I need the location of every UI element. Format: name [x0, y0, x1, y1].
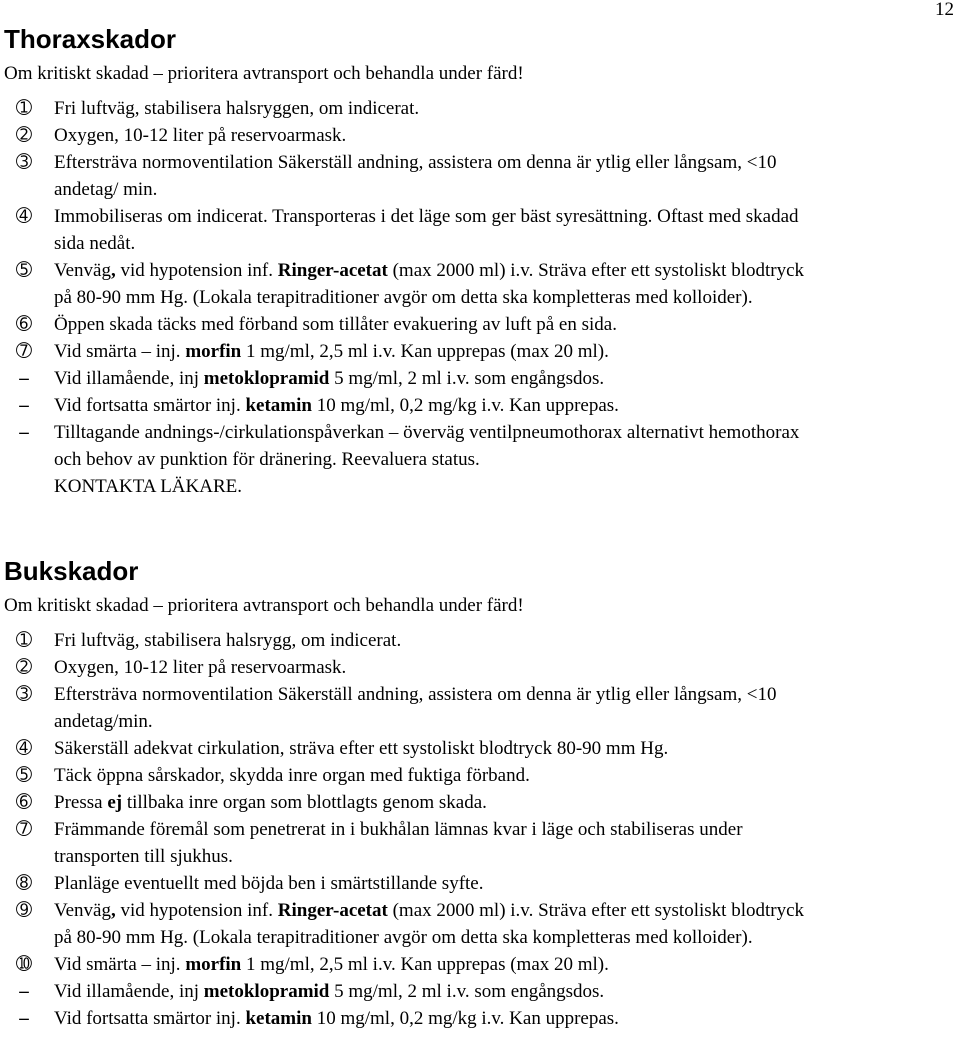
bold-text: ej [107, 792, 123, 813]
list-item [4, 392, 954, 419]
bold-text: Ringer-acetat [277, 900, 388, 921]
list-item [4, 762, 954, 789]
text-line [54, 95, 954, 122]
text-segment: Eftersträva normoventilation Säkerställ andning, assistera om denna är ytlig eller långsam, <10 [54, 684, 777, 705]
list-item [4, 951, 954, 978]
dash-bullet: – [19, 368, 29, 389]
text-line [54, 122, 954, 149]
step-number: ➈ [16, 899, 32, 921]
text-segment: Tilltagande andnings-/cirkulationspåverkan – överväg ventilpneumothorax alternativt hemothorax [54, 422, 800, 443]
text-segment: 5 mg/ml, 2 ml i.v. som engångsdos. [329, 981, 605, 1002]
list-item [4, 122, 954, 149]
text-line [54, 149, 954, 176]
text-segment: Vid fortsatta smärtor inj. [54, 395, 246, 416]
text-line [54, 762, 954, 789]
text-line [54, 870, 954, 897]
text-line [54, 843, 954, 870]
list-item [4, 149, 954, 203]
step-number: ➉ [16, 953, 32, 975]
list-item [4, 627, 954, 654]
step-number: ➄ [16, 259, 32, 281]
section-bukskador [4, 554, 954, 1032]
list-item [4, 897, 954, 951]
step-number: ➅ [16, 791, 32, 813]
text-line [54, 654, 954, 681]
list-item [4, 338, 954, 365]
text-line [54, 924, 954, 951]
section-title: Thoraxskador [4, 24, 176, 54]
text-segment: och behov av punktion för dränering. Reevaluera status. [54, 449, 480, 470]
page-number: 12 [935, 0, 954, 20]
bold-text: morfin [185, 341, 242, 362]
list-item [4, 735, 954, 762]
text-line [54, 311, 954, 338]
bold-text: , [110, 260, 116, 281]
section-intro: Om kritiskt skadad – prioritera avtransport och behandla under färd! [4, 595, 524, 616]
text-line [54, 627, 954, 654]
text-line [54, 338, 954, 365]
list-item [4, 978, 954, 1005]
text-line [54, 816, 954, 843]
text-line [54, 681, 954, 708]
text-segment: tillbaka inre organ som blottlagts genom skada. [122, 792, 487, 813]
text-segment: Vid illamående, inj [54, 981, 204, 1002]
text-segment: Vid illamående, inj [54, 368, 204, 389]
dash-bullet: – [19, 422, 29, 443]
text-line [54, 708, 954, 735]
bold-text: ketamin [245, 1008, 312, 1029]
text-line [54, 789, 954, 816]
text-segment: Vid smärta – inj. [54, 954, 186, 975]
instruction-list [4, 95, 954, 500]
text-segment: Fri luftväg, stabilisera halsryggen, om indicerat. [54, 98, 420, 119]
text-segment: Oxygen, 10-12 liter på reservoarmask. [54, 125, 347, 146]
list-item [4, 789, 954, 816]
text-line [54, 176, 954, 203]
dash-bullet: – [19, 395, 29, 416]
text-line [54, 284, 954, 311]
text-segment: Öppen skada täcks med förband som tillåter evakuering av luft på en sida. [54, 314, 617, 335]
step-number: ➁ [16, 124, 32, 146]
text-line [54, 897, 954, 924]
text-line [54, 392, 954, 419]
text-segment: andetag/ min. [54, 179, 158, 200]
step-number: ➂ [16, 151, 32, 173]
text-segment: 5 mg/ml, 2 ml i.v. som engångsdos. [329, 368, 605, 389]
list-item [4, 870, 954, 897]
text-segment: 1 mg/ml, 2,5 ml i.v. Kan upprepas (max 20 ml). [241, 341, 609, 362]
text-segment: Immobiliseras om indicerat. Transporteras i det läge som ger bäst syresättning. Oftast med skadad [54, 206, 799, 227]
bold-text: metoklopramid [203, 368, 330, 389]
step-number: ➆ [16, 340, 32, 362]
step-number: ➆ [16, 818, 32, 840]
text-segment: Främmande föremål som penetrerat in i bukhålan lämnas kvar i läge och stabiliseras under [54, 819, 743, 840]
text-segment: KONTAKTA LÄKARE. [54, 476, 242, 497]
bold-text: morfin [185, 954, 242, 975]
list-item [4, 816, 954, 870]
list-item [4, 1005, 954, 1032]
step-number: ➄ [16, 764, 32, 786]
text-segment: Täck öppna sårskador, skydda inre organ med fuktiga förband. [54, 765, 530, 786]
step-number: ➁ [16, 656, 32, 678]
step-number: ➂ [16, 683, 32, 705]
text-segment: 10 mg/ml, 0,2 mg/kg i.v. Kan upprepas. [311, 395, 619, 416]
text-segment: Venväg [54, 900, 111, 921]
step-number: ➅ [16, 313, 32, 335]
list-item [4, 654, 954, 681]
instruction-list [4, 627, 954, 1032]
step-number: ➀ [16, 629, 32, 651]
step-number: ➃ [16, 205, 32, 227]
text-line [54, 951, 954, 978]
text-line [54, 473, 954, 500]
text-line [54, 230, 954, 257]
section-intro: Om kritiskt skadad – prioritera avtransport och behandla under färd! [4, 63, 524, 84]
text-line [54, 446, 954, 473]
section-thoraxskador [4, 22, 954, 500]
text-segment: Eftersträva normoventilation Säkerställ andning, assistera om denna är ytlig eller långsam, <10 [54, 152, 777, 173]
text-segment: Venväg [54, 260, 111, 281]
text-segment: Vid fortsatta smärtor inj. [54, 1008, 246, 1029]
text-segment: (max 2000 ml) i.v. Sträva efter ett systoliskt blodtryck [387, 900, 805, 921]
text-segment: Oxygen, 10-12 liter på reservoarmask. [54, 657, 347, 678]
list-item [4, 311, 954, 338]
text-segment: (max 2000 ml) i.v. Sträva efter ett systoliskt blodtryck [387, 260, 805, 281]
text-segment: på 80-90 mm Hg. (Lokala terapitraditioner avgör om detta ska kompletteras med kolloider). [54, 287, 753, 308]
text-segment: transporten till sjukhus. [54, 846, 233, 867]
bold-text: , [110, 900, 116, 921]
text-line [54, 1005, 954, 1032]
text-segment: Planläge eventuellt med böjda ben i smärtstillande syfte. [54, 873, 484, 894]
text-line [54, 735, 954, 762]
text-segment: andetag/min. [54, 711, 153, 732]
step-number: ➀ [16, 97, 32, 119]
list-item [4, 681, 954, 735]
text-segment: Vid smärta – inj. [54, 341, 186, 362]
text-segment: Säkerställ adekvat cirkulation, sträva efter ett systoliskt blodtryck 80-90 mm Hg. [54, 738, 669, 759]
text-segment: vid hypotension inf. [115, 260, 278, 281]
text-segment: vid hypotension inf. [115, 900, 278, 921]
section-title: Bukskador [4, 556, 139, 586]
list-item [4, 365, 954, 392]
list-item [4, 257, 954, 311]
text-segment: 10 mg/ml, 0,2 mg/kg i.v. Kan upprepas. [311, 1008, 619, 1029]
text-segment: Pressa [54, 792, 108, 813]
bold-text: ketamin [245, 395, 312, 416]
text-line [54, 365, 954, 392]
step-number: ➃ [16, 737, 32, 759]
text-line [54, 257, 954, 284]
text-segment: Fri luftväg, stabilisera halsrygg, om indicerat. [54, 630, 402, 651]
text-line [54, 978, 954, 1005]
list-item [4, 419, 954, 500]
bold-text: metoklopramid [203, 981, 330, 1002]
text-segment: sida nedåt. [54, 233, 136, 254]
text-segment: på 80-90 mm Hg. (Lokala terapitraditioner avgör om detta ska kompletteras med kolloider). [54, 927, 753, 948]
dash-bullet: – [19, 981, 29, 1002]
list-item [4, 95, 954, 122]
text-line [54, 419, 954, 446]
step-number: ➇ [16, 872, 32, 894]
dash-bullet: – [19, 1008, 29, 1029]
list-item [4, 203, 954, 257]
bold-text: Ringer-acetat [277, 260, 388, 281]
text-segment: 1 mg/ml, 2,5 ml i.v. Kan upprepas (max 20 ml). [241, 954, 609, 975]
text-line [54, 203, 954, 230]
